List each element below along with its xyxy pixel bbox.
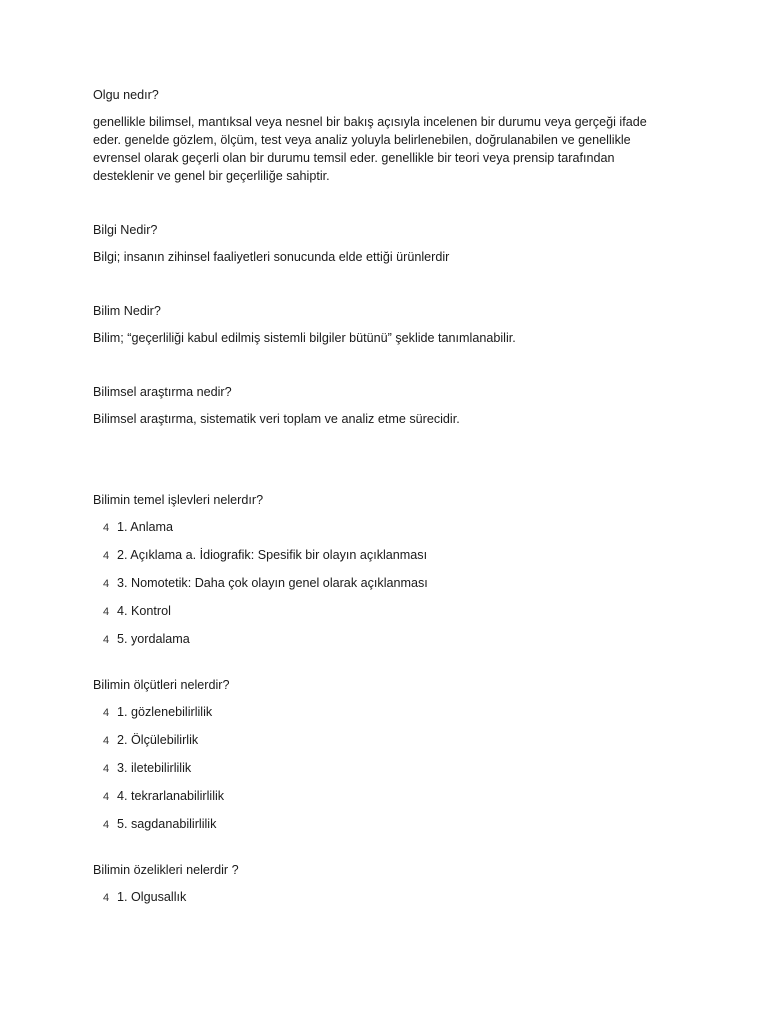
bullet-icon: 4 [102,522,110,534]
list-item-text: 3. iletebilirlilik [117,761,192,775]
section-bilgi [93,221,673,266]
answer-line: Bilgi; insanın zihinsel faaliyetleri sonucunda elde ettiği ürünlerdir [93,250,450,264]
list-item-text: 4. tekrarlanabilirlilik [117,789,225,803]
list-item-text: 4. Kontrol [117,604,171,618]
list-item-text: 2. Açıklama a. İdiografik: Spesifik bir olayın açıklanması [117,548,428,562]
answer-line: genellikle bilimsel, mantıksal veya nesnel bir bakış açısıyla incelenen bir durumu veya gerçeği ifade [93,115,647,129]
list-item [93,888,673,907]
answer-paragraph [93,113,673,185]
answer-line: evrensel olarak geçerli olan bir durumu temsil eder. genellikle bir teori veya prensip tarafından [93,151,615,165]
bullet-icon: 4 [102,707,110,719]
answer-line: eder. genelde gözlem, ölçüm, test veya analiz yoluyla belirlenebilen, doğrulanabilen ve genellikle [93,133,631,147]
list-item [93,574,673,593]
spacer [93,428,673,491]
question-heading: Bilimin ölçütleri nelerdir? [93,678,230,692]
spacer [93,843,673,861]
bullet-icon: 4 [102,819,110,831]
question-heading: Bilimin özelikleri nelerdir ? [93,863,239,877]
section-bilimsel-arastirma [93,383,673,428]
question-heading: Bilgi Nedir? [93,223,158,237]
list-item [93,759,673,778]
list-item [93,787,673,806]
question-heading: Bilim Nedir? [93,304,161,318]
list-item-text: 3. Nomotetik: Daha çok olayın genel olarak açıklanması [117,576,428,590]
spacer [93,185,673,221]
bullet-icon: 4 [102,578,110,590]
list-item [93,518,673,537]
bullet-icon: 4 [102,550,110,562]
list-ozellikler [93,861,673,907]
spacer [93,266,673,302]
question-heading: Bilimsel araştırma nedir? [93,385,232,399]
list-item-text: 1. gözlenebilirlilik [117,705,213,719]
bullet-icon: 4 [102,791,110,803]
list-item-text: 5. yordalama [117,632,190,646]
list-item-text: 1. Olgusallık [117,890,187,904]
answer-line: Bilimsel araştırma, sistematik veri toplam ve analiz etme sürecidir. [93,412,460,426]
section-olgu [93,86,673,185]
question-heading: Olgu nedır? [93,88,159,102]
list-item [93,815,673,834]
list-item [93,630,673,649]
document-content [93,86,673,916]
list-item-text: 5. sagdanabilirlilik [117,817,217,831]
list-temel-islevler [93,491,673,649]
answer-line: desteklenir ve genel bir geçerliliğe sahiptir. [93,169,330,183]
list-item [93,602,673,621]
spacer [93,347,673,383]
list-item [93,546,673,565]
bullet-icon: 4 [102,763,110,775]
bullet-icon: 4 [102,892,110,904]
bullet-icon: 4 [102,606,110,618]
answer-line: Bilim; “geçerliliği kabul edilmiş sistemli bilgiler bütünü” şeklide tanımlanabilir. [93,331,516,345]
bullet-icon: 4 [102,735,110,747]
list-olcutler [93,676,673,834]
list-item-text: 1. Anlama [117,520,174,534]
question-heading: Bilimin temel işlevleri nelerdır? [93,493,264,507]
list-item [93,731,673,750]
list-item-text: 2. Ölçülebilirlik [117,733,199,747]
section-bilim [93,302,673,347]
bullet-icon: 4 [102,634,110,646]
spacer [93,658,673,676]
list-item [93,703,673,722]
